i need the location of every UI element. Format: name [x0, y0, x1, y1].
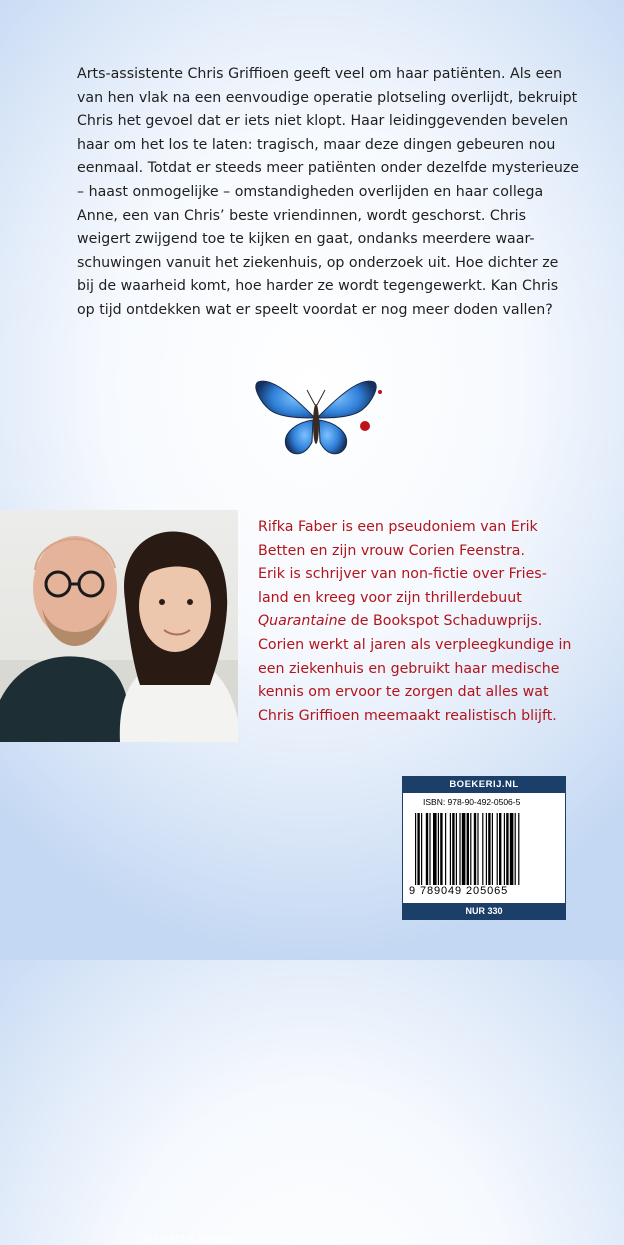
barcode-bar [452, 813, 454, 885]
nur-label: NUR 330 [403, 903, 565, 919]
book-title: Quarantaine [258, 613, 347, 630]
barcode-bar [470, 813, 471, 885]
barcode-bar [456, 813, 457, 885]
barcode-bar [417, 813, 419, 885]
barcode-bar [492, 813, 493, 885]
blurb-text [77, 63, 580, 323]
bio-line: Erik is schrijver van non-fictie over Fries- [258, 566, 547, 583]
blurb-line: weigert zwijgend toe te kijken en gaat, ondanks meerdere waar- [77, 231, 535, 248]
blurb-line: Chris het gevoel dat er iets niet klopt. Haar leidinggevenden bevelen [77, 113, 569, 130]
isbn-text: ISBN: 978-90-492-0506-5 [423, 797, 521, 807]
bio-line: Chris Griffioen meemaakt realistisch blijft. [258, 707, 557, 724]
blurb-line: – haast onmogelijke – omstandigheden overlijden en haar collega [77, 183, 544, 200]
bio-line: land en kreeg voor zijn thrillerdebuut [258, 589, 522, 606]
barcode-bar [486, 813, 487, 885]
barcode-bar [510, 813, 514, 885]
barcode-bar [426, 813, 428, 885]
barcode-bar [497, 813, 498, 885]
bio-line: een ziekenhuis en gebruikt haar medische [258, 660, 560, 677]
barcode-block [402, 776, 566, 920]
barcode-bar [482, 813, 483, 885]
butterfly-image [252, 372, 382, 462]
barcode-bar [438, 813, 439, 885]
blurb-line: haar om het los te laten: tragisch, maar deze dingen gebeuren nou [77, 136, 556, 153]
barcode-bar [515, 813, 516, 885]
barcode-bar [477, 813, 478, 885]
bio-line-rest: de Bookspot Schaduwprijs. [346, 613, 543, 630]
barcode-bar [415, 813, 416, 885]
barcode-bar [467, 813, 469, 885]
barcode-bar [433, 813, 437, 885]
blurb-line: op tijd ontdekken wat er speelt voordat er nog meer doden vallen? [77, 301, 553, 318]
author-bio [258, 516, 618, 728]
barcode-bar [421, 813, 422, 885]
barcode-bar [474, 813, 476, 885]
barcode-bar [506, 813, 508, 885]
photo-credit: © HESTER DOOVE [142, 1235, 234, 1245]
bio-line [258, 610, 618, 634]
blurb-line: Arts-assistente Chris Griffioen geeft veel om haar patiënten. Als een [77, 66, 563, 82]
barcode-image [413, 813, 559, 885]
bio-line: Corien werkt al jaren als verpleegkundige in [258, 636, 572, 653]
blurb-line: van hen vlak na een eenvoudige operatie plotseling overlijdt, bekruipt [77, 89, 578, 106]
bio-line: Betten en zijn vrouw Corien Feenstra. [258, 542, 525, 559]
blurb-line: Anne, een van Chris’ beste vriendinnen, wordt geschorst. Chris [77, 207, 526, 224]
author-photo [0, 510, 238, 1245]
barcode-bar [450, 813, 451, 885]
blurb-line: schuwingen vanuit het ziekenhuis, op onderzoek uit. Hoe dichter ze [77, 254, 559, 271]
barcode-bar [499, 813, 501, 885]
barcode-bar [459, 813, 460, 885]
blurb-line: bij de waarheid komt, hoe harder ze wordt tegengewerkt. Kan Chris [77, 278, 559, 295]
barcode-bar [504, 813, 505, 885]
publisher-label: BOEKERIJ.NL [403, 777, 565, 793]
blurb-line: eenmaal. Totdat er steeds meer patiënten onder dezelfde mysterieuze [77, 160, 580, 177]
barcode-bar [462, 813, 466, 885]
bio-line: kennis om ervoor te zorgen dat alles wat [258, 684, 549, 701]
barcode-bar [488, 813, 490, 885]
bio-line: Rifka Faber is een pseudoniem van Erik [258, 519, 538, 535]
ean-digits: 9 789049 205065 [409, 885, 509, 897]
barcode-bar [440, 813, 442, 885]
barcode-bar [518, 813, 519, 885]
barcode-bar [445, 813, 446, 885]
barcode-bar [429, 813, 430, 885]
